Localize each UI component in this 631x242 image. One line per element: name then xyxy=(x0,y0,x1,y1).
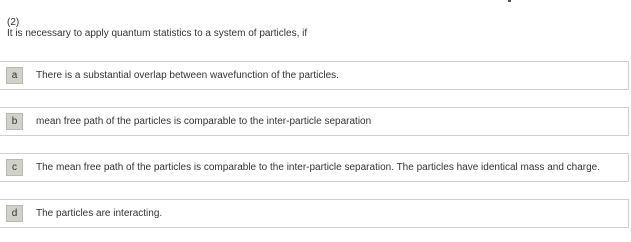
option-text: The mean free path of the particles is comparable to the inter-particle separation. The particles have identical mass and charge. xyxy=(36,162,601,173)
option-text: The particles are interacting. xyxy=(36,208,163,219)
option-letter-badge: c xyxy=(6,159,23,176)
option-letter-badge: b xyxy=(6,113,23,130)
question-number: (2) xyxy=(7,17,20,28)
option-letter-badge: d xyxy=(6,205,23,222)
option-c[interactable] xyxy=(0,153,629,182)
option-d[interactable] xyxy=(0,199,629,228)
question-text: It is necessary to apply quantum statistics to a system of particles, if xyxy=(7,28,308,39)
option-text: mean free path of the particles is comparable to the inter-particle separation xyxy=(36,116,372,127)
top-edge-mark xyxy=(508,0,511,2)
option-text: There is a substantial overlap between wavefunction of the particles. xyxy=(36,70,339,81)
option-b[interactable] xyxy=(0,107,629,136)
option-a[interactable] xyxy=(0,61,629,90)
option-letter-badge: a xyxy=(6,67,23,84)
